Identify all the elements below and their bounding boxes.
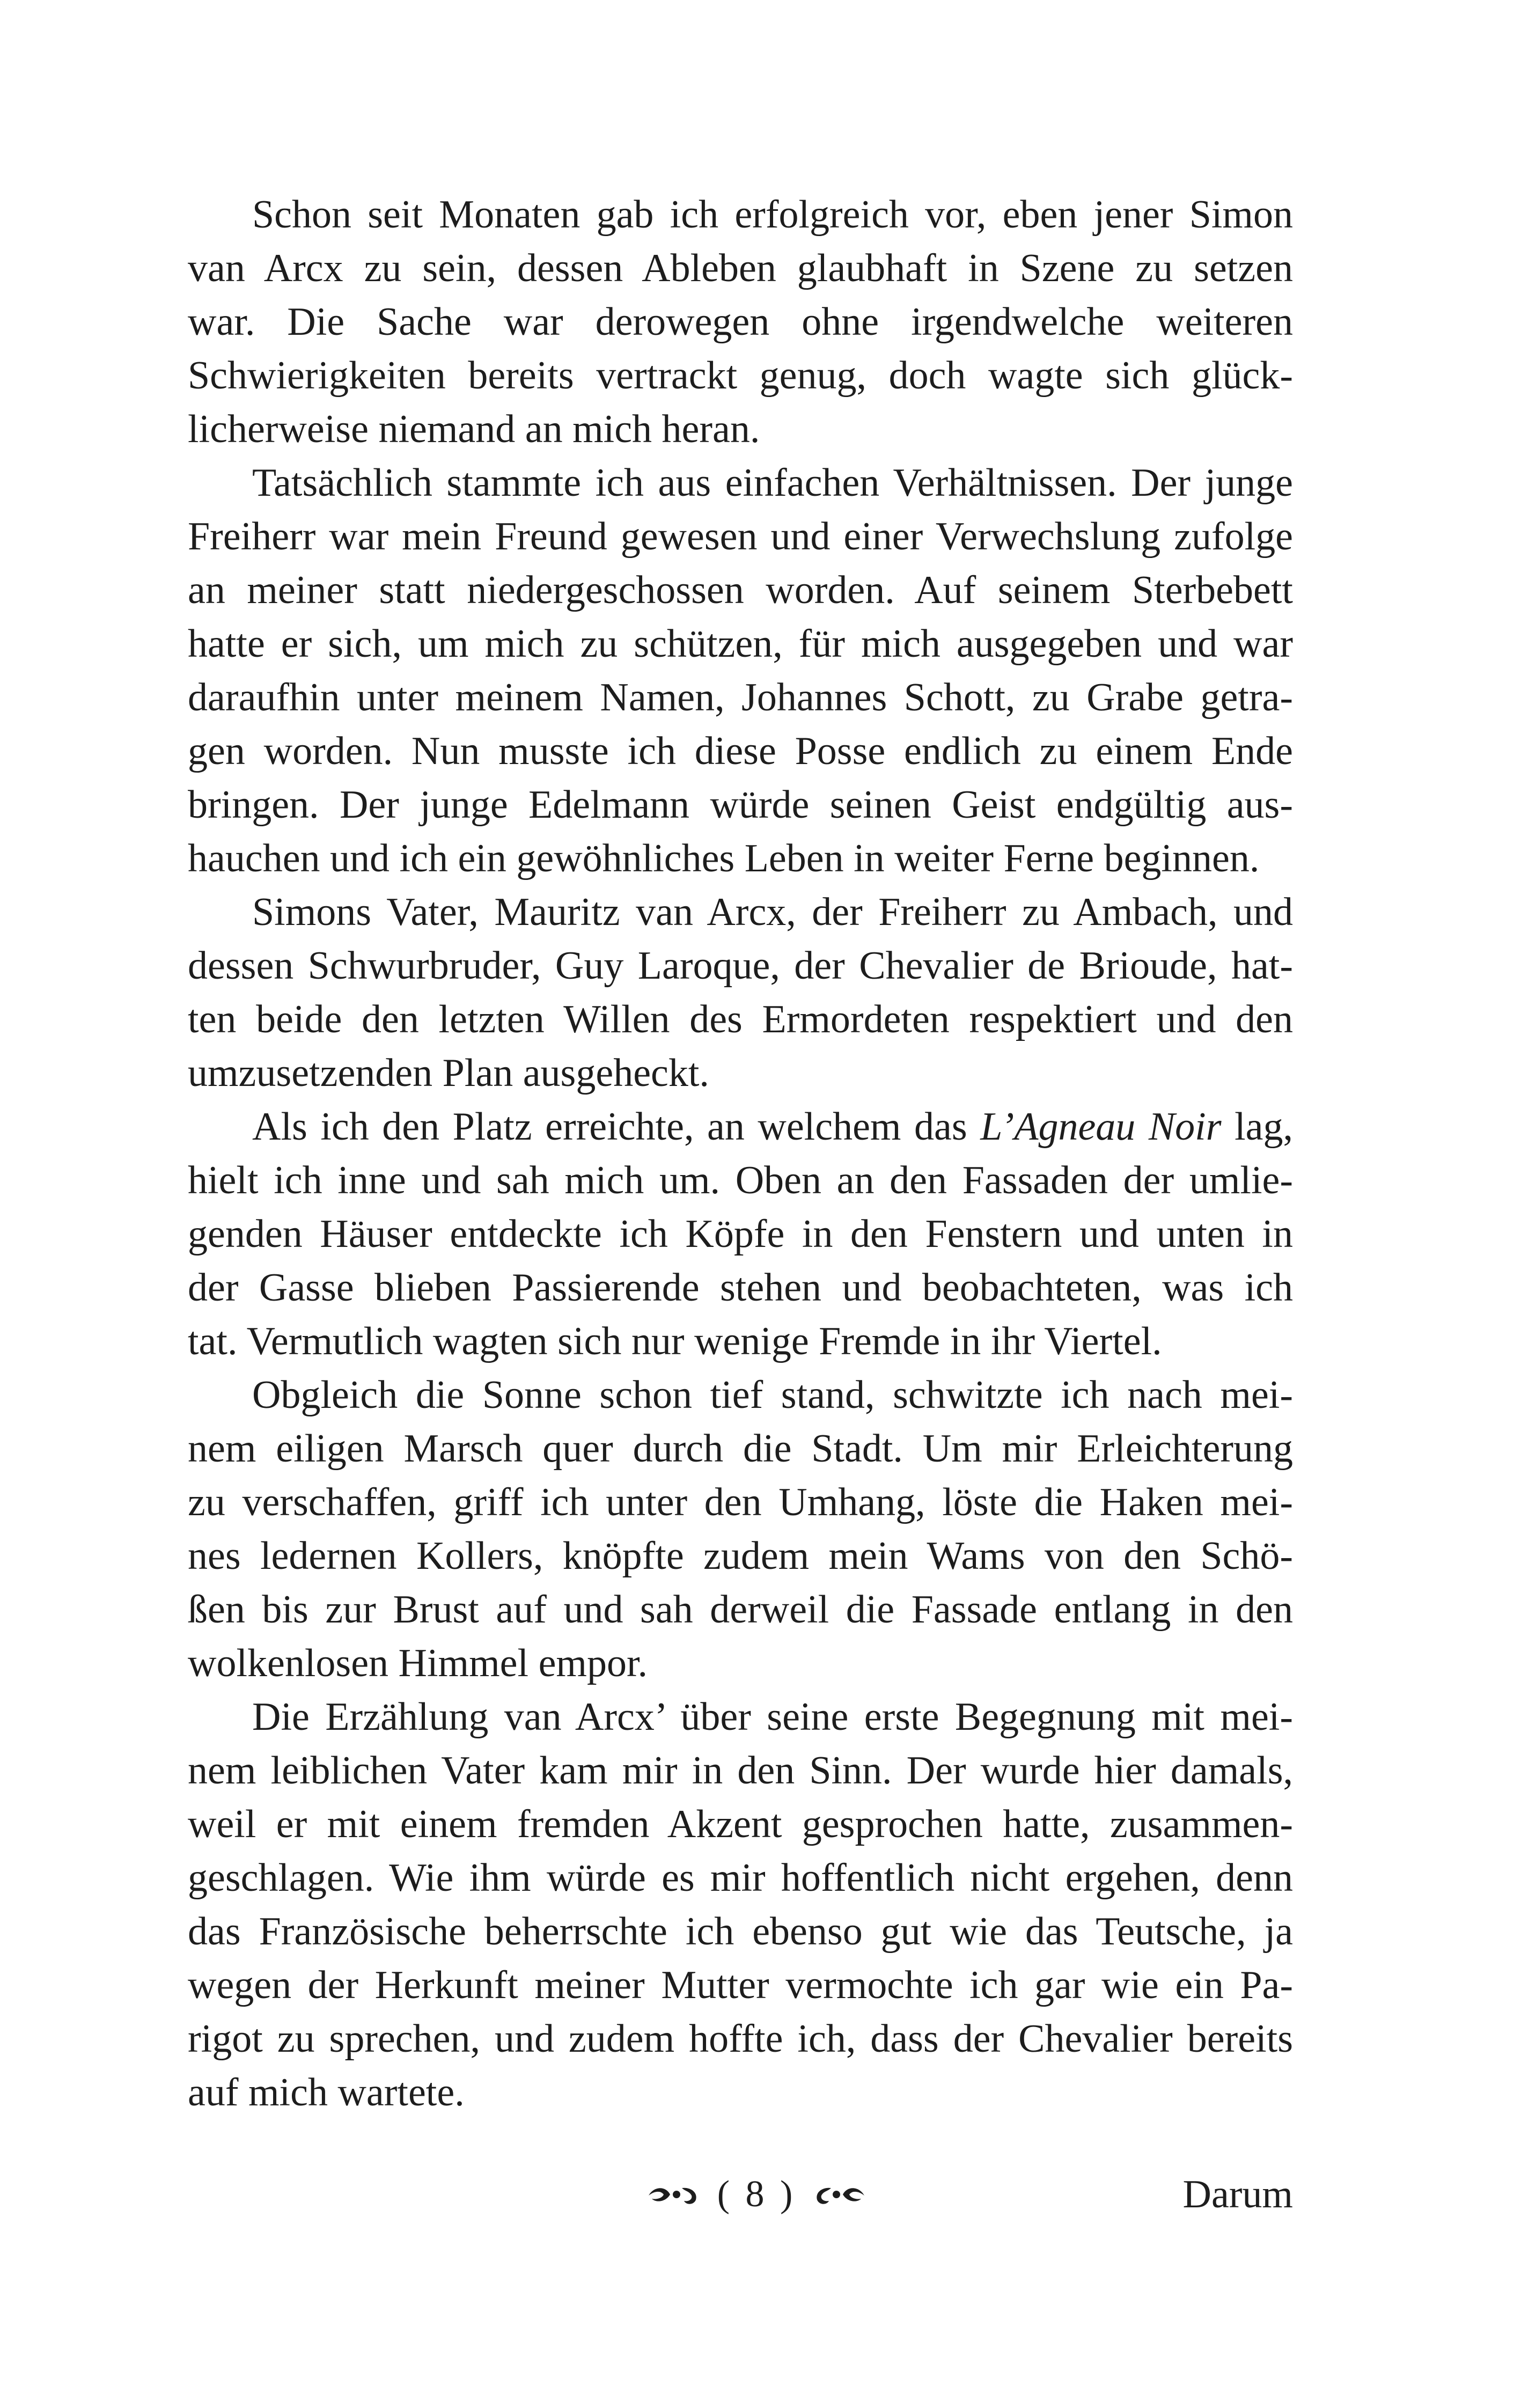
text-line: hielt ich inne und sah mich um. Oben an den Fassaden der umlie- [188, 1158, 1293, 1202]
text-line: Schwierigkeiten bereits vertrackt genug, doch wagte sich glück- [188, 354, 1293, 398]
text-line: wolkenlosen Himmel empor. [188, 1641, 648, 1685]
page-number: ( 8 ) [717, 2174, 796, 2215]
text-line: hatte er sich, um mich zu schützen, für mich ausgegeben und war [188, 622, 1293, 666]
text-line: tat. Vermutlich wagten sich nur wenige Fremde in ihr Viertel. [188, 1319, 1162, 1363]
text-line: nes ledernen Kollers, knöpfte zudem mein Wams von den Schö- [188, 1534, 1293, 1578]
text-line: Obgleich die Sonne schon tief stand, schwitzte ich nach mei- [252, 1373, 1293, 1417]
inn-name: L’Agneau Noir [980, 1105, 1222, 1149]
text-line: genden Häuser entdeckte ich Köpfe in den Fenstern und unten in [188, 1212, 1293, 1256]
paragraph [188, 188, 1293, 456]
text-line: licherweise niemand an mich heran. [188, 407, 760, 451]
body-text [188, 188, 1293, 2119]
text-line: Schon seit Monaten gab ich erfolgreich vor, eben jener Simon [252, 193, 1293, 237]
text-line: umzusetzenden Plan ausgeheckt. [188, 1051, 709, 1095]
text-line: Freiherr war mein Freund gewesen und einer Verwechslung zufolge [188, 515, 1293, 559]
fleuron-right-icon [810, 2178, 869, 2211]
paragraph [188, 1368, 1293, 1690]
text-line: auf mich wartete. [188, 2071, 465, 2115]
text-line: Simons Vater, Mauritz van Arcx, der Freiherr zu Ambach, und [252, 890, 1293, 934]
text-line: das Französische beherrschte ich ebenso gut wie das Teutsche, ja [188, 1910, 1293, 1954]
text-line: Die Erzählung van Arcx’ über seine erste Begegnung mit mei- [252, 1695, 1293, 1739]
paragraph [188, 1100, 1293, 1368]
text-line: van Arcx zu sein, dessen Ableben glaubhaft in Szene zu setzen [188, 246, 1293, 290]
text-line: geschlagen. Wie ihm würde es mir hoffentlich nicht ergehen, denn [188, 1856, 1293, 1900]
text-line: wegen der Herkunft meiner Mutter vermochte ich gar wie ein Pa- [188, 1963, 1293, 2007]
text-line: der Gasse blieben Passierende stehen und beobachteten, was ich [188, 1266, 1293, 1310]
text-line: gen worden. Nun musste ich diese Posse endlich zu einem Ende [188, 729, 1293, 773]
text-line: ten beide den letzten Willen des Ermordeten respektiert und den [188, 997, 1293, 1041]
text-line: daraufhin unter meinem Namen, Johannes Schott, zu Grabe getra- [188, 676, 1293, 720]
text-line: an meiner statt niedergeschossen worden. Auf seinem Sterbebett [188, 568, 1293, 612]
text-line: nem eiligen Marsch quer durch die Stadt. Um mir Erleichterung [188, 1427, 1293, 1471]
text-line: war. Die Sache war derowegen ohne irgendwelche weiteren [188, 300, 1293, 344]
paragraph [188, 1690, 1293, 2119]
text-line: weil er mit einem fremden Akzent gesprochen hatte, zusammen- [188, 1802, 1293, 1846]
paragraph [188, 456, 1293, 885]
page-number-group [633, 2165, 880, 2224]
text-line: dessen Schwurbruder, Guy Laroque, der Chevalier de Brioude, hat- [188, 944, 1293, 988]
text-line: Tatsächlich stammte ich aus einfachen Verhältnissen. Der junge [252, 461, 1293, 505]
text-line: nem leiblichen Vater kam mir in den Sinn. Der wurde hier damals, [188, 1749, 1293, 1793]
paragraph [188, 885, 1293, 1100]
text-line: rigot zu sprechen, und zudem hoffte ich, dass der Chevalier bereits [188, 2017, 1293, 2061]
text-line: bringen. Der junge Edelmann würde seinen Geist endgültig aus- [188, 783, 1293, 827]
text-line: hauchen und ich ein gewöhnliches Leben in weiter Ferne beginnen. [188, 836, 1260, 880]
text-line: ßen bis zur Brust auf und sah derweil die Fassade entlang in den [188, 1588, 1293, 1632]
catchword: Darum [1182, 2172, 1293, 2216]
fleuron-left-icon [644, 2178, 703, 2211]
page-footer [188, 2165, 1293, 2224]
text-line: zu verschaffen, griff ich unter den Umhang, löste die Haken mei- [188, 1480, 1293, 1524]
text-line: Als ich den Platz erreichte, an welchem das L’Agneau Noir lag, [252, 1105, 1293, 1149]
